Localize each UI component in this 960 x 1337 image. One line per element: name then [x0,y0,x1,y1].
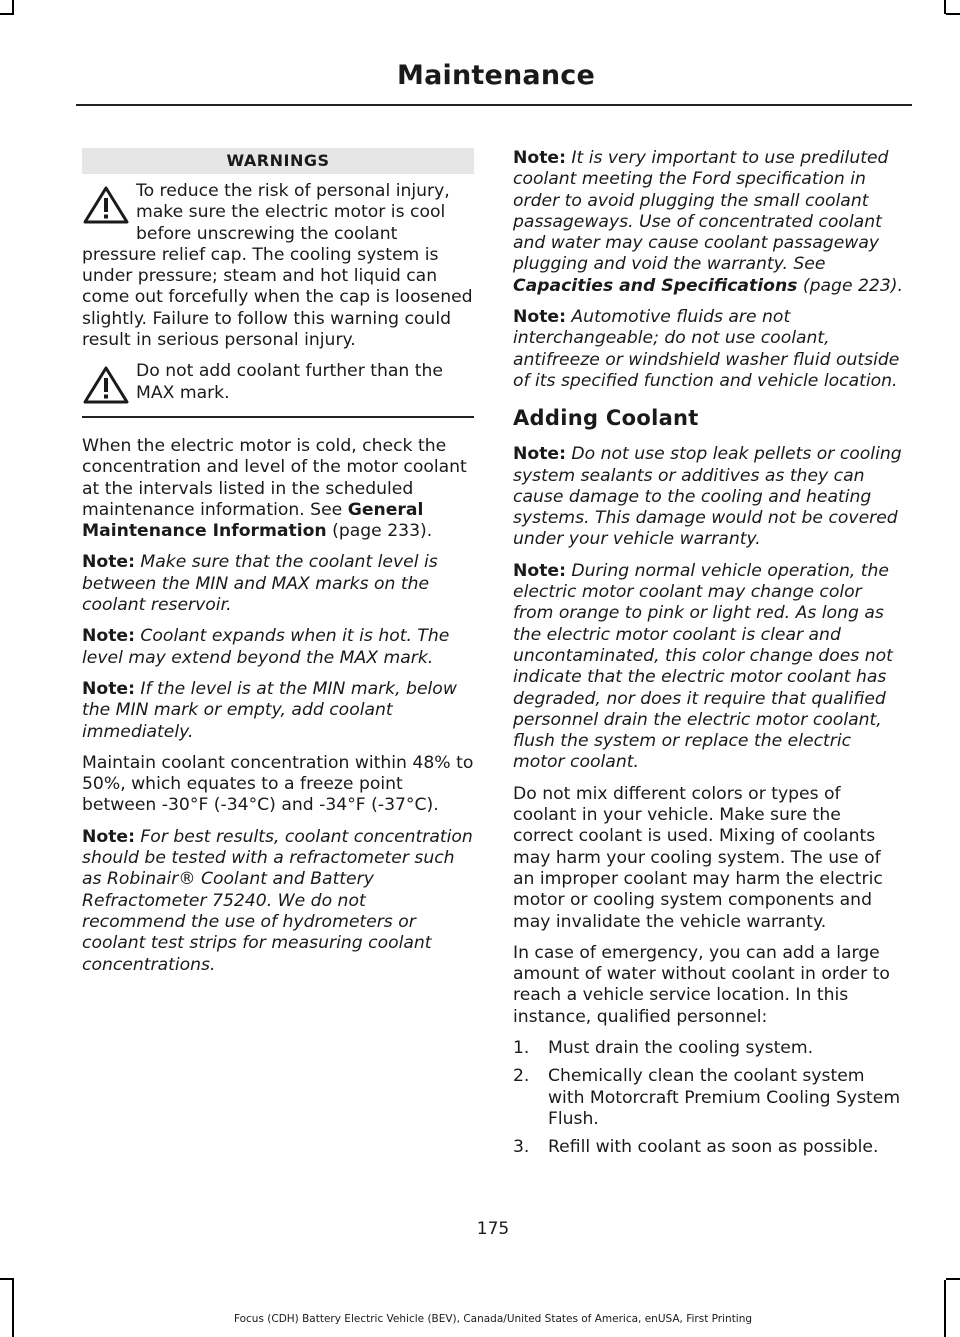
paragraph: In case of emergency, you can add a large amount of water without coolant in order to reach a vehicle service location. In this instance, qualified personnel: [513,942,890,1027]
note [513,148,906,297]
note-label: Note: [82,826,135,847]
step-text: Must drain the cooling system. [548,1037,814,1058]
note [513,444,906,550]
note [513,561,906,774]
step-number: 3. [513,1137,530,1158]
right-column [513,148,906,1165]
step-text: Chemically clean the coolant system with Motorcraft Premium Cooling System Flush. [548,1066,901,1129]
note [82,552,474,616]
note-label: Note: [513,444,566,465]
page-reference: (page 233). [326,521,433,542]
note-text: Automotive fluids are not interchangeable; do not use coolant, antifreeze or windshield washer fluid outside of its specified function and vehicle location. [513,307,900,391]
paragraph-text: When the electric motor is cold, check the concentration and level of the motor coolant at the intervals listed in the scheduled maintenance information. See [82,435,467,520]
step-text: Refill with coolant as soon as possible. [548,1137,879,1158]
step-number: 2. [513,1066,530,1087]
warning-item [82,361,474,404]
note-text: It is very important to use prediluted coolant meeting the Ford specification in order to avoid plugging the small coolant passageways. Use of concentrated coolant and water may cause coolant passageway plugging and void the warranty. See [513,148,889,275]
note-label: Note: [82,678,135,699]
note [82,679,474,743]
warning-triangle-icon [82,185,130,225]
note-label: Note: [513,307,566,328]
warning-item [82,181,474,351]
note-text: Make sure that the coolant level is between the MIN and MAX marks on the coolant reservoir. [82,552,438,616]
paragraph: Maintain coolant concentration within 48% to 50%, which equates to a freeze point between -30°F (-34°C) and -34°F (-37°C). [82,752,474,816]
note-label: Note: [82,552,135,573]
paragraph: Do not mix different colors or types of coolant in your vehicle. Make sure the correct coolant is used. Mixing of coolants may harm your cooling system. The use of an improper coolant may harm the electric motor or cooling system components and may invalidate the vehicle warranty. [513,783,883,932]
note-label: Note: [513,148,566,168]
section-heading: Adding Coolant [513,406,699,431]
header-divider [76,104,912,106]
crop-mark [946,1278,960,1280]
cross-reference-link[interactable]: General Maintenance Information [82,499,424,542]
note-text: For best results, coolant concentration should be tested with a refractometer such as Robinair® Coolant and Battery Refractometer 75240. We do not recommend the use of hydrometers or coolant test strips for measuring coolant concentrations. [82,826,473,975]
note-text: During normal vehicle operation, the electric motor coolant may change color from orange to pink or light red. As long as the electric motor coolant is clear and uncontaminated, this color change does not indicate that the electric motor coolant has degraded, nor does it require that qualified personnel drain the electric motor coolant, flush the system or replace the electric motor coolant. [513,560,893,773]
page-number: 175 [476,1219,510,1239]
warning-triangle-icon [82,365,130,405]
crop-mark [944,0,946,14]
cross-reference-link[interactable]: Capacities and Specifications [513,275,798,296]
step-number: 1. [513,1037,530,1058]
crop-mark [0,1278,14,1280]
page-title: Maintenance [397,60,595,91]
list-item [513,1137,906,1158]
note-label: Note: [82,626,135,647]
crop-mark [12,0,14,14]
note-text: Coolant expands when it is hot. The level may extend beyond the MAX mark. [82,626,450,668]
left-column [82,148,474,986]
footer-text: Focus (CDH) Battery Electric Vehicle (BEV), Canada/United States of America, enUSA, First Printing [233,1313,753,1325]
paragraph [82,436,474,542]
warnings-divider [82,416,474,418]
note-label: Note: [513,560,566,581]
list-item [513,1038,906,1059]
warning-text: To reduce the risk of personal injury, make sure the electric motor is cool before unscrewing the coolant pressure relief cap. The cooling system is under pressure; steam and hot liquid can come out forcefully when the cap is loosened slightly. Failure to follow this warning could result in serious personal injury. [82,181,473,351]
note [82,626,474,669]
note [82,827,474,976]
note-text: Do not use stop leak pellets or cooling system sealants or additives as they can cause damage to the cooling and heating systems. This damage would not be covered under your vehicle warranty. [513,444,902,550]
crop-mark [12,1280,14,1337]
warning-text: Do not add coolant further than the MAX mark. [136,361,443,403]
note-text: If the level is at the MIN mark, below the MIN mark or empty, add coolant immediately. [82,678,457,742]
steps-list [513,1038,906,1158]
warnings-heading: WARNINGS [82,148,474,174]
crop-mark [944,1280,946,1337]
crop-mark [0,13,14,15]
note [513,307,906,392]
page-reference: (page 223). [797,275,903,296]
list-item [513,1066,906,1130]
crop-mark [946,13,960,15]
